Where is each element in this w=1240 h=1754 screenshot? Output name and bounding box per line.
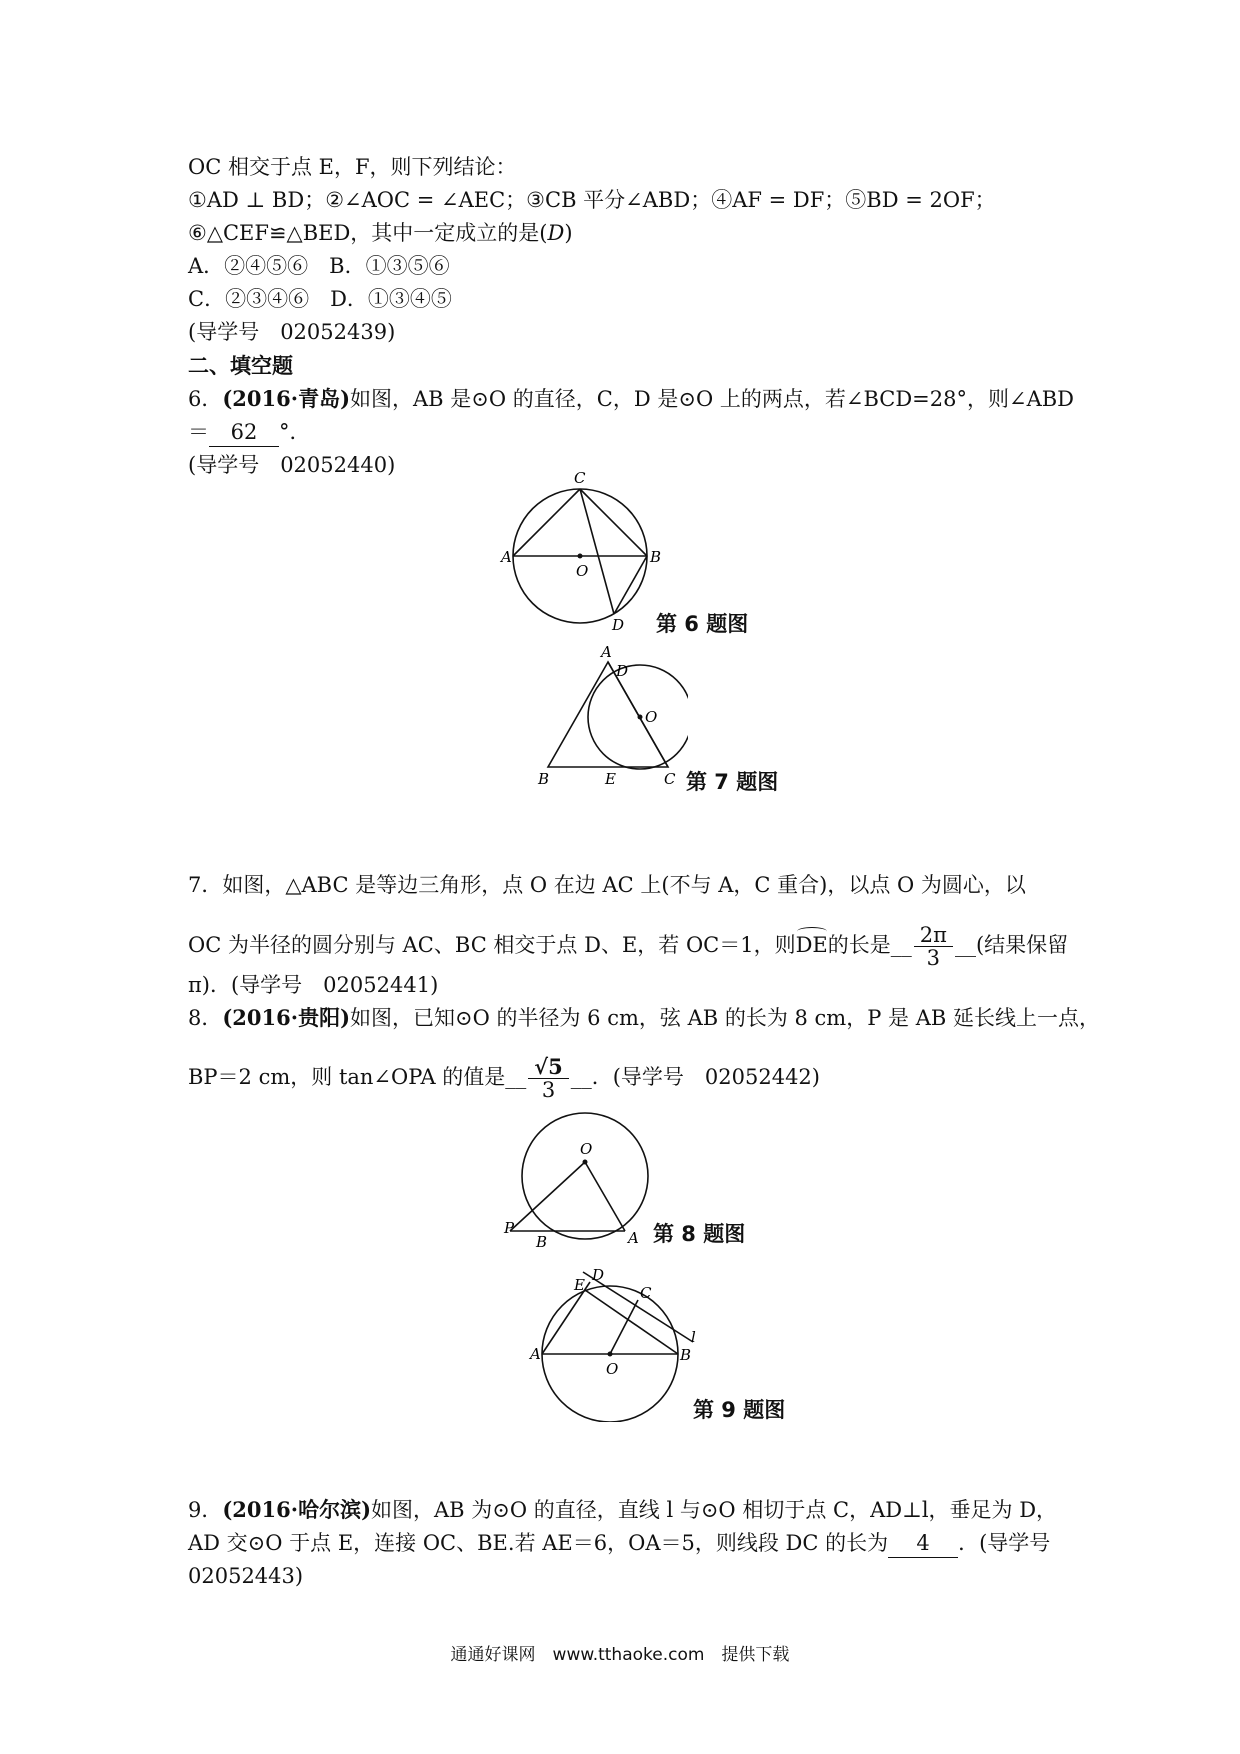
figure-7 (528, 642, 688, 792)
q7-answer-numerator: 2π (914, 924, 953, 947)
fig7-label-o: O (645, 708, 658, 726)
fig9-label-e: E (574, 1276, 585, 1294)
fig7-label-b: B (538, 770, 550, 788)
q9-line2 (188, 1529, 1050, 1558)
q9-line2-text: AD 交⊙O 于点 E，连接 OC、BE.若 AE＝6，OA＝5，则线段 DC 的长为 (188, 1531, 889, 1555)
q5-line3 (188, 219, 573, 247)
q8-answer-denominator: 3 (541, 1078, 556, 1102)
fig7-label-e: E (605, 770, 616, 788)
q6-text: 如图，AB 是⊙O 的直径，C，D 是⊙O 上的两点，若∠BCD=28°，则∠ABD (350, 387, 1075, 411)
q9-source: (2016·哈尔滨) (222, 1497, 372, 1522)
q9-number: 9． (188, 1498, 223, 1522)
fig8-label-p: P (504, 1219, 515, 1237)
q6-source: (2016·青岛) (222, 386, 351, 411)
fig8-label-a: A (628, 1229, 639, 1247)
q5-option-c: C．②③④⑥ (188, 287, 310, 311)
q8-number: 8． (188, 1006, 223, 1030)
fig7-caption: 第 7 题图 (686, 770, 779, 794)
q7-answer-denominator: 3 (926, 946, 941, 970)
fig6-label-o: O (576, 562, 589, 580)
q5-line1: OC 相交于点 E，F，则下列结论： (188, 155, 517, 179)
q6-degree: °． (279, 420, 311, 444)
q6-number: 6． (188, 387, 223, 411)
q7-arc-de: DE (795, 933, 828, 957)
q8-line2-text: BP＝2 cm，则 tan∠OPA 的值是 (188, 1065, 506, 1089)
page-footer: 通通好课网 www.tthaoke.com 提供下载 (450, 1645, 790, 1665)
figure-9 (528, 1262, 708, 1422)
fig7-label-c: C (664, 770, 676, 788)
q8-line2: BP＝2 cm，则 tan∠OPA 的值是__ $\frac{√5}{3}$ __．(导学号 02052442) (188, 1054, 820, 1102)
q7-line1: 7．如图，△ABC 是等边三角形，点 O 在边 AC 上(不与 A，C 重合)，以点 O 为圆心，以 (188, 873, 1026, 897)
q7-line3: π)．(导学号 02052441) (188, 973, 439, 997)
q9-answer: 4 (888, 1529, 958, 1558)
q8-source: (2016·贵阳) (222, 1005, 351, 1030)
section-heading: 二、填空题 (188, 353, 293, 378)
fig7-label-a: A (601, 643, 612, 661)
q5-option-a: A．②④⑤⑥ (188, 254, 309, 278)
q5-option-d: D．①③④⑤ (330, 287, 452, 311)
fig6-label-b: B (650, 548, 662, 566)
q9-line3: 02052443) (188, 1564, 304, 1588)
fig9-label-b: B (680, 1346, 692, 1364)
q8-line1 (188, 1004, 1100, 1032)
q5-ref: (导学号 02052439) (188, 320, 396, 344)
q7-line2: OC 为半径的圆分别与 AC、BC 相交于点 D、E，若 OC＝1，则DE的长是__ $\frac{2\pi}{3}$ __(结果保留 (188, 923, 1069, 970)
q6-line2 (188, 418, 311, 447)
fig6-label-a: A (501, 548, 512, 566)
fig7-label-d: D (616, 662, 629, 680)
fig6-label-d: D (612, 616, 625, 634)
fig8-label-b: B (536, 1233, 548, 1251)
fig9-label-l: l (691, 1328, 696, 1346)
q5-options-ab (188, 252, 450, 280)
fig8-label-o: O (580, 1140, 593, 1158)
q5-line3-text: ⑥△CEF≌△BED，其中一定成立的是( (188, 221, 548, 245)
fig9-caption: 第 9 题图 (693, 1398, 786, 1422)
q6-equals: ＝ (188, 420, 209, 444)
q8-line2-post: ．(导学号 02052442) (591, 1065, 820, 1089)
q5-answer: D (547, 221, 565, 245)
fig6-label-c: C (574, 470, 586, 487)
fig8-caption: 第 8 题图 (653, 1222, 746, 1246)
fig9-label-c: C (640, 1284, 652, 1302)
q9-line1 (188, 1496, 1057, 1524)
q9-text: 如图，AB 为⊙O 的直径，直线 l 与⊙O 相切于点 C，AD⊥l，垂足为 D， (371, 1498, 1058, 1522)
q5-line3-close: ) (564, 221, 573, 245)
q7-line2-post: (结果保留 (975, 933, 1069, 957)
q8-answer-fraction (528, 1056, 568, 1101)
fig6-caption: 第 6 题图 (656, 612, 749, 636)
q7-answer-fraction (914, 924, 953, 969)
q5-line2: ①AD ⊥ BD；②∠AOC = ∠AEC；③CB 平分∠ABD；④AF = DF；⑤BD = 2OF； (188, 188, 996, 212)
fig9-label-o: O (606, 1360, 619, 1378)
q6-line1 (188, 385, 1074, 413)
q5-options-cd (188, 285, 452, 313)
q7-line2-text: OC 为半径的圆分别与 AC、BC 相交于点 D、E，若 OC＝1，则 (188, 933, 796, 957)
fig9-label-d: D (592, 1266, 605, 1284)
q6-ref: (导学号 02052440) (188, 453, 396, 477)
q6-answer: 62 (209, 418, 279, 447)
q7-line2-mid: 的长是 (827, 933, 891, 957)
q9-line2-post: ．(导学号 (958, 1531, 1051, 1555)
q5-option-b: B．①③⑤⑥ (329, 254, 450, 278)
q8-text: 如图，已知⊙O 的半径为 6 cm，弦 AB 的长为 8 cm，P 是 AB 延长线上一点， (350, 1006, 1100, 1030)
q8-answer-numerator: √5 (528, 1056, 568, 1079)
fig9-label-a: A (530, 1345, 541, 1363)
figure-8 (500, 1106, 670, 1256)
